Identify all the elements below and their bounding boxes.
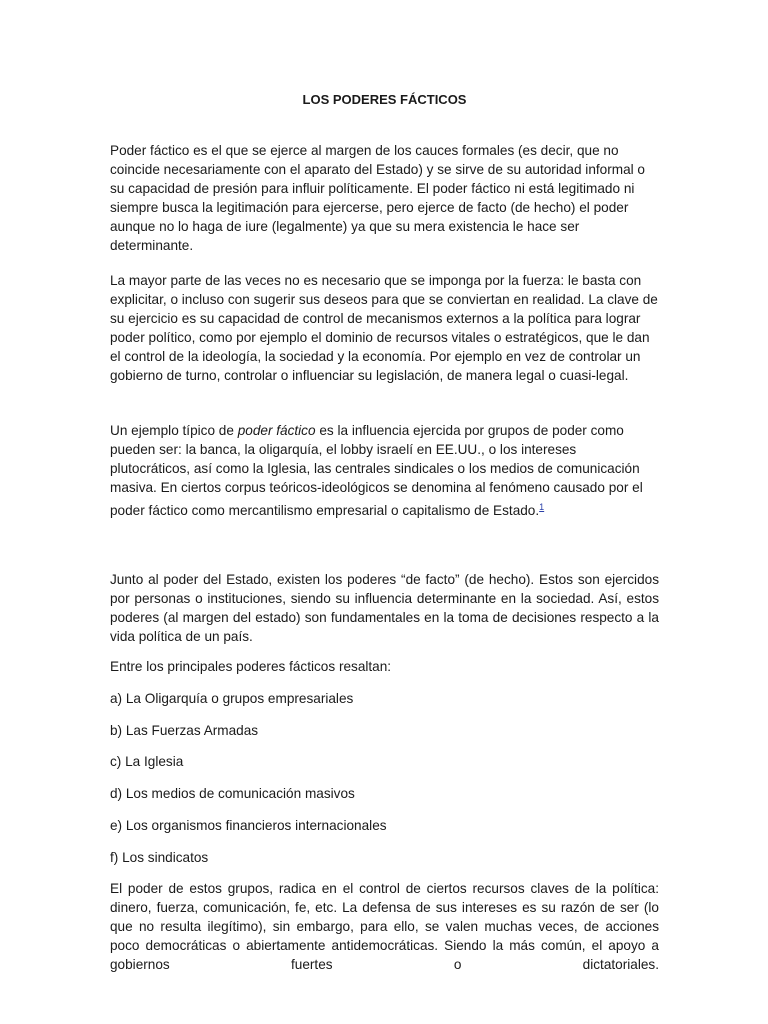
list-item: d) Los medios de comunicación masivos [110,786,355,801]
paragraph-example-end: es la influencia ejercida por grupos de poder como pueden ser: la banca, la oligarquía, el lobby israelí en EE.UU., o los intereses plutocráticos, así como la Iglesia, las centrales sindicales o los medios de comunicación masiva. En ciertos corpus teóricos-ideológicos se denomina al fenómeno causado por el poder fáctico como mercantilismo empresarial o capitalismo de Estado. [110,423,643,518]
document-title: LOS PODERES FÁCTICOS [302,92,467,107]
paragraph-power-groups: El poder de estos grupos, radica en el control de ciertos recursos claves de la política: dinero, fuerza, comunicación, fe, etc. La defensa de sus intereses es su razón de ser (lo que no resulta ilegítimo), sin embargo, para ello, se valen muchas veces, de acciones poco democráticas o abiertamente antidemocráticas. Siendo la más común, el apoyo a gobiernos fuertes o dictatoriales. [110,881,659,972]
list-item: e) Los organismos financieros internacionales [110,818,387,833]
list-item: b) Las Fuerzas Armadas [110,723,259,738]
list-item: a) La Oligarquía o grupos empresariales [110,691,354,706]
paragraph-example-start: Un ejemplo típico de [110,423,238,438]
paragraph-exercise: La mayor parte de las veces no es necesario que se imponga por la fuerza: le basta con explicitar, o incluso con sugerir sus deseos para que se conviertan en realidad. La clave de su ejercicio es su capacidad de control de mecanismos externos a la política para lograr poder político, como por ejemplo el dominio de recursos vitales o estratégicos, que le dan el control de la ideología, la sociedad y la economía. Por ejemplo en vez de controlar un gobierno de turno, controlar o influenciar su legislación, de manera legal o cuasi-legal. [110,273,658,383]
paragraph-definition: Poder fáctico es el que se ejerce al margen de los cauces formales (es decir, que no coincide necesariamente con el aparato del Estado) y se sirve de su autoridad informal o su capacidad de presión para influir políticamente. El poder fáctico ni está legitimado ni siempre busca la legitimación para ejercerse, pero ejerce de facto (de hecho) el poder aunque no lo haga de iure (legalmente) ya que su mera existencia le hace ser determinante. [110,143,645,253]
paragraph-example [110,422,659,521]
paragraph-list-intro: Entre los principales poderes fácticos resaltan: [110,659,392,674]
list-item: f) Los sindicatos [110,850,209,865]
list-item: c) La Iglesia [110,754,184,769]
paragraph-example-emphasis: poder fáctico [237,423,316,438]
paragraph-de-facto: Junto al poder del Estado, existen los poderes “de facto” (de hecho). Estos son ejercidos por personas o instituciones, siendo su influencia determinante en la sociedad. Así, estos poderes (al margen del estado) son fundamentales en la toma de decisiones respecto a la vida política de un país. [110,572,659,644]
footnote-reference-link[interactable]: 1 [539,501,545,512]
